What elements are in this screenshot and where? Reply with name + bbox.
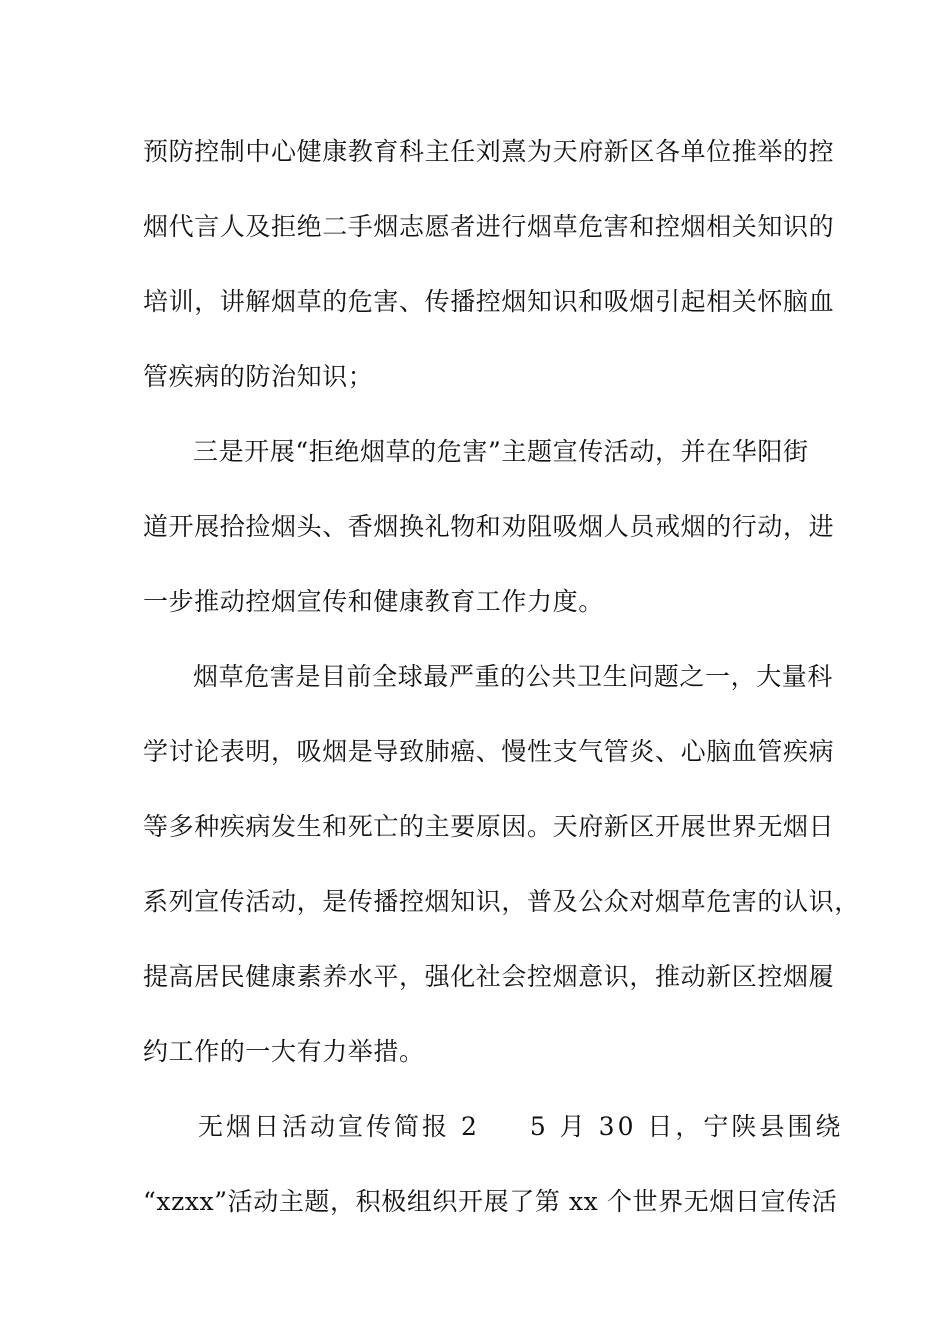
briefing-heading-line <box>198 1111 888 1143</box>
briefing-title: 无烟日活动宣传简报 2 <box>198 1112 480 1141</box>
text-line: 学讨论表明，吸烟是导致肺癌、慢性支气管炎、心脑血管疾病 <box>143 737 835 766</box>
briefing-text: 5 月 30 日，宁陕县围绕 <box>529 1112 844 1141</box>
text-line: 约工作的一大有力举措。 <box>143 1037 425 1066</box>
paragraph-first-line: 三是开展“拒绝烟草的危害”主题宣传活动，并在华阳街 <box>193 437 809 466</box>
paragraph-first-line: 烟草危害是目前全球最严重的公共卫生问题之一，大量科 <box>193 662 834 691</box>
text-line: 管疾病的防治知识； <box>143 362 374 391</box>
text-line: 系列宣传活动，是传播控烟知识，普及公众对烟草危害的认识， <box>143 887 860 916</box>
text-line: 提高居民健康素养水平，强化社会控烟意识，推动新区控烟履 <box>143 962 835 991</box>
text-line: 烟代言人及拒绝二手烟志愿者进行烟草危害和控烟相关知识的 <box>143 212 835 241</box>
text-line: “xzxx”活动主题，积极组织开展了第 xx 个世界无烟日宣传活 <box>143 1187 838 1216</box>
text-line: 培训，讲解烟草的危害、传播控烟知识和吸烟引起相关怀脑血 <box>143 287 835 316</box>
text-line: 一步推动控烟宣传和健康教育工作力度。 <box>143 587 604 616</box>
text-line: 道开展拾捡烟头、香烟换礼物和劝阻吸烟人员戒烟的行动，进 <box>143 512 835 541</box>
text-line: 预防控制中心健康教育科主任刘熹为天府新区各单位推举的控 <box>143 137 835 166</box>
text-line: 等多种疾病发生和死亡的主要原因。天府新区开展世界无烟日 <box>143 812 835 841</box>
